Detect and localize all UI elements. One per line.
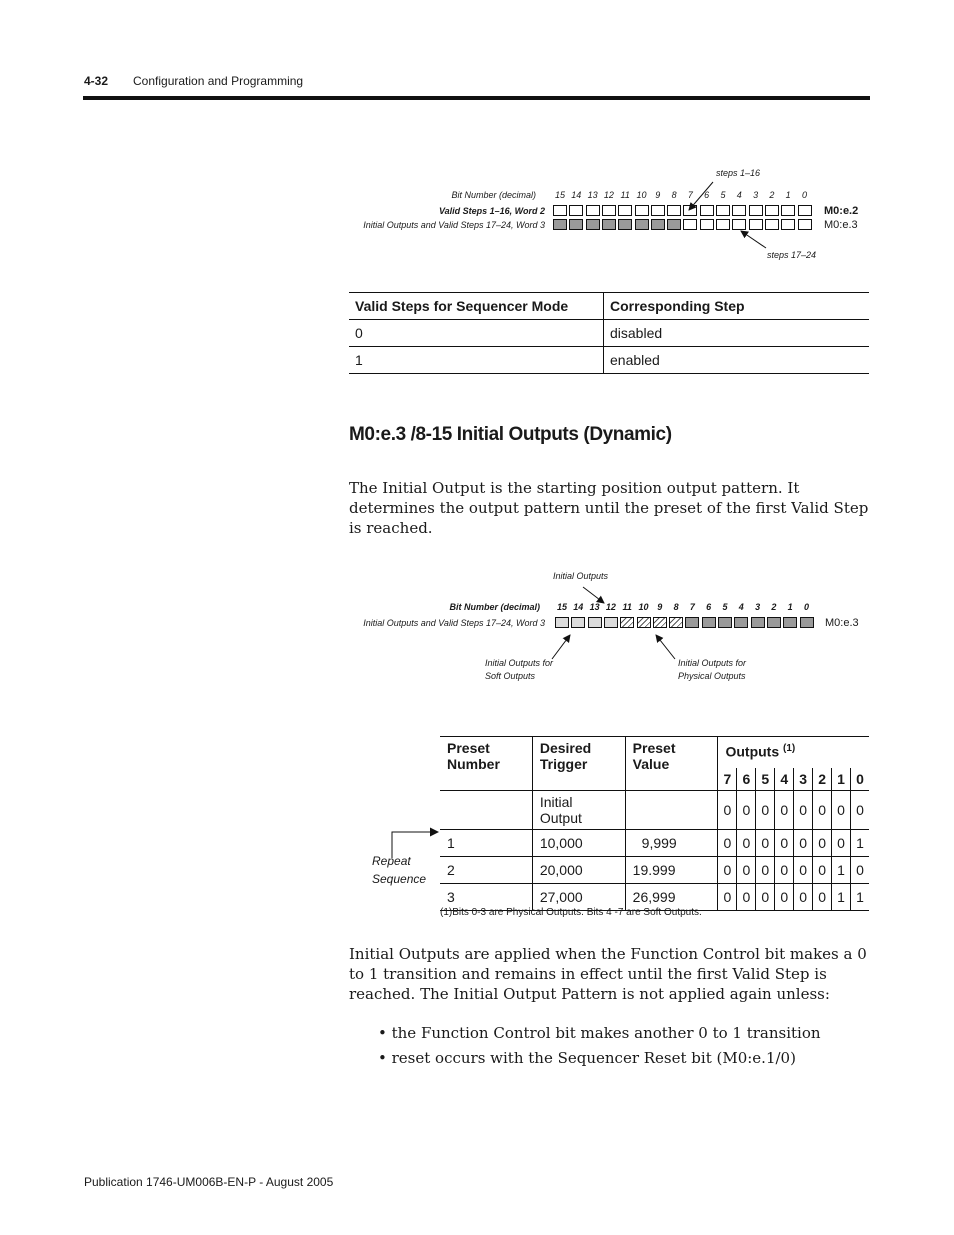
bit-number: 9 <box>657 602 663 612</box>
bit-cell <box>618 205 632 216</box>
bit-cell <box>749 205 763 216</box>
table-cell: 1 <box>440 829 532 856</box>
bit-cell <box>765 205 779 216</box>
row-label-word3: Initial Outputs and Valid Steps 17–24, Word 3 <box>363 618 545 628</box>
bit-cell <box>732 219 746 230</box>
table2-header-trigger: Desired Trigger <box>532 737 625 791</box>
bit-value: 0 <box>737 856 756 883</box>
bit-value: 0 <box>813 856 832 883</box>
bit-value: 0 <box>775 883 794 910</box>
row-label-bit-number: Bit Number (decimal) <box>449 602 540 612</box>
bit-number: 3 <box>753 190 759 200</box>
bit-cell <box>781 219 795 230</box>
bit-number: 5 <box>720 190 726 200</box>
bit-number: 12 <box>605 602 616 612</box>
bit-number: 3 <box>755 602 761 612</box>
bit-number: 15 <box>554 190 565 200</box>
repeat-label-line1: Repeat <box>372 854 411 868</box>
bit-cell <box>751 617 765 628</box>
preset-outputs-table <box>440 736 869 911</box>
bit-cell <box>588 617 602 628</box>
bit-cell <box>716 205 730 216</box>
bit-value: 1 <box>832 883 851 910</box>
bit-cell <box>602 205 616 216</box>
bit-value: 0 <box>775 829 794 856</box>
callout-soft-outputs-line1: Initial Outputs for <box>485 658 554 668</box>
bit-number: 15 <box>556 602 567 612</box>
valid-steps-table <box>349 292 869 374</box>
bit-cell <box>586 219 600 230</box>
bit-number: 13 <box>587 190 598 200</box>
bit-cell <box>667 205 681 216</box>
bit-number: 5 <box>722 602 728 612</box>
list-item: • reset occurs with the Sequencer Reset bit (M0:e.1/0) <box>378 1049 796 1067</box>
bit-cell <box>604 617 618 628</box>
bit-value: 0 <box>756 883 775 910</box>
bit-cell <box>651 205 665 216</box>
bit-number: 1 <box>787 602 793 612</box>
bit-number: 0 <box>801 190 807 200</box>
bit-header: 2 <box>813 768 832 791</box>
register-label-m0e2: M0:e.2 <box>824 205 859 217</box>
table-cell: disabled <box>604 320 870 347</box>
table-row <box>440 790 869 829</box>
bit-number: 4 <box>736 190 742 200</box>
bit-value: 0 <box>794 790 813 829</box>
bit-value: 0 <box>756 829 775 856</box>
bit-cell <box>667 219 681 230</box>
bit-value: 0 <box>718 790 737 829</box>
bit-number: 10 <box>638 602 649 612</box>
bit-value: 0 <box>794 856 813 883</box>
bit-cell <box>765 219 779 230</box>
bit-cell <box>683 219 697 230</box>
bit-number: 7 <box>689 602 695 612</box>
table-cell: 27,000 <box>532 883 625 910</box>
table-cell: 10,000 <box>532 829 625 856</box>
table-cell: 20,000 <box>532 856 625 883</box>
bit-value: 1 <box>851 883 869 910</box>
bit-value: 0 <box>813 829 832 856</box>
bit-cell <box>700 219 714 230</box>
bit-header: 0 <box>851 768 869 791</box>
bit-diagram-initial-outputs <box>0 560 954 690</box>
bit-cell <box>553 219 567 230</box>
table-cell: Initial Output <box>532 790 625 829</box>
table1-header-mode: Valid Steps for Sequencer Mode <box>349 293 604 320</box>
bit-value: 1 <box>832 856 851 883</box>
bit-cell <box>651 219 665 230</box>
bit-value: 0 <box>813 883 832 910</box>
bit-cell <box>798 205 812 216</box>
row-label-word2: Valid Steps 1–16, Word 2 <box>438 206 545 216</box>
table-footnote: (1)Bits 0-3 are Physical Outputs. Bits 4 -7 are Soft Outputs. <box>440 907 702 918</box>
bit-cell <box>586 205 600 216</box>
table-cell: 0 <box>349 320 604 347</box>
bit-value: 0 <box>737 883 756 910</box>
row-label-bit-number: Bit Number (decimal) <box>451 190 536 200</box>
bit-value: 0 <box>775 856 794 883</box>
bit-value: 0 <box>832 829 851 856</box>
bit-cell <box>781 205 795 216</box>
bit-value: 0 <box>851 856 869 883</box>
table-cell: enabled <box>604 347 870 374</box>
bit-cell <box>685 617 699 628</box>
bit-cell <box>635 219 649 230</box>
bit-cell <box>683 205 697 216</box>
bit-number: 2 <box>771 602 777 612</box>
repeat-label-line2: Sequence <box>372 872 427 886</box>
footnote-mark: (1) <box>783 743 796 754</box>
bit-cell <box>553 205 567 216</box>
callout-steps-17-24: steps 17–24 <box>767 250 817 260</box>
list-item: • the Function Control bit makes another 0 to 1 transition <box>378 1024 821 1042</box>
page-number: 4-32 <box>84 74 109 88</box>
bit-value: 0 <box>851 790 869 829</box>
chapter-title: Configuration and Programming <box>133 74 304 88</box>
section-heading: M0:e.3 /8-15 Initial Outputs (Dynamic) <box>349 424 672 445</box>
bit-number: 7 <box>687 190 693 200</box>
bit-value: 0 <box>718 883 737 910</box>
publication-footer: Publication 1746-UM006B-EN-P - August 2005 <box>84 1175 334 1189</box>
register-label-m0e3: M0:e.3 <box>825 617 859 629</box>
bit-value: 1 <box>851 829 869 856</box>
bit-cell <box>783 617 797 628</box>
table2-header-preset: Preset Number <box>440 737 532 791</box>
bit-cell <box>702 617 716 628</box>
bit-number: 11 <box>620 190 630 200</box>
bit-value: 0 <box>832 790 851 829</box>
callout-soft-outputs-line2: Soft Outputs <box>485 671 536 681</box>
callout-physical-outputs-line2: Physical Outputs <box>678 671 746 681</box>
callout-steps-1-16: steps 1–16 <box>716 168 761 178</box>
bit-number: 0 <box>803 602 809 612</box>
bit-header: 7 <box>718 768 737 791</box>
bit-number: 14 <box>573 602 584 612</box>
bit-number: 11 <box>622 602 632 612</box>
table-row <box>440 856 869 883</box>
bit-value: 0 <box>756 790 775 829</box>
bit-cell <box>798 219 812 230</box>
bit-cell <box>700 205 714 216</box>
table-cell: 3 <box>440 883 532 910</box>
bit-value: 0 <box>813 790 832 829</box>
body-paragraph: Initial Outputs are applied when the Function Control bit makes a 0 to 1 transition and remains in effect until the first Valid Step is reached. The Initial Output Pattern is not applied again unless: <box>349 945 867 1003</box>
bit-number: 10 <box>636 190 647 200</box>
bit-cell <box>618 219 632 230</box>
bit-cell <box>555 617 569 628</box>
bit-value: 0 <box>794 829 813 856</box>
bit-number: 8 <box>673 602 679 612</box>
table-cell: 2 <box>440 856 532 883</box>
bit-cell <box>734 617 748 628</box>
bit-header: 3 <box>794 768 813 791</box>
bit-header: 5 <box>756 768 775 791</box>
bit-cell <box>749 219 763 230</box>
register-label-m0e3: M0:e.3 <box>824 219 858 231</box>
bit-cell <box>602 219 616 230</box>
bullet-list <box>378 1024 821 1074</box>
bit-value: 0 <box>718 829 737 856</box>
bit-value: 0 <box>718 856 737 883</box>
bit-cell <box>732 205 746 216</box>
bit-number: 12 <box>603 190 614 200</box>
bit-cell <box>571 617 585 628</box>
row-label-word3: Initial Outputs and Valid Steps 17–24, Word 3 <box>363 220 545 230</box>
table-row <box>349 347 869 374</box>
bit-cell <box>635 205 649 216</box>
bit-cell <box>569 205 583 216</box>
table1-header-step: Corresponding Step <box>604 293 870 320</box>
bit-value: 0 <box>737 790 756 829</box>
intro-paragraph: The Initial Output is the starting position output pattern. It determines the output pattern until the preset of the first Valid Step is reached. <box>349 479 869 537</box>
table-row <box>349 320 869 347</box>
bit-number: 6 <box>706 602 712 612</box>
table-cell: 26,999 <box>625 883 718 910</box>
bit-cell <box>637 617 651 628</box>
bit-diagram-valid-steps <box>0 0 954 270</box>
outputs-label: Outputs <box>725 743 780 760</box>
bit-value: 0 <box>737 829 756 856</box>
bit-value: 0 <box>756 856 775 883</box>
table-cell <box>625 790 718 829</box>
table-cell: 9,999 <box>625 829 718 856</box>
callout-initial-outputs: Initial Outputs <box>553 571 609 581</box>
bit-number: 6 <box>704 190 710 200</box>
bit-number: 1 <box>785 190 791 200</box>
table2-header-value: Preset Value <box>625 737 718 791</box>
bit-header: 6 <box>737 768 756 791</box>
callout-physical-outputs-line1: Initial Outputs for <box>678 658 747 668</box>
bit-cell <box>767 617 781 628</box>
bit-cell <box>653 617 667 628</box>
table-cell <box>440 790 532 829</box>
bit-number: 8 <box>671 190 677 200</box>
bit-cell <box>620 617 634 628</box>
bit-number: 13 <box>589 602 600 612</box>
bit-cell <box>800 617 814 628</box>
table-row <box>440 829 869 856</box>
bit-value: 0 <box>775 790 794 829</box>
bit-number: 9 <box>655 190 661 200</box>
bit-header: 4 <box>775 768 794 791</box>
bit-value: 0 <box>794 883 813 910</box>
table-cell: 19.999 <box>625 856 718 883</box>
bit-cell <box>569 219 583 230</box>
bit-number: 14 <box>571 190 582 200</box>
bit-number: 2 <box>769 190 775 200</box>
bit-cell <box>718 617 732 628</box>
bit-cell <box>669 617 683 628</box>
table2-header-outputs <box>718 737 869 768</box>
bit-number: 4 <box>738 602 744 612</box>
bit-header: 1 <box>832 768 851 791</box>
table-cell: 1 <box>349 347 604 374</box>
bit-cell <box>716 219 730 230</box>
